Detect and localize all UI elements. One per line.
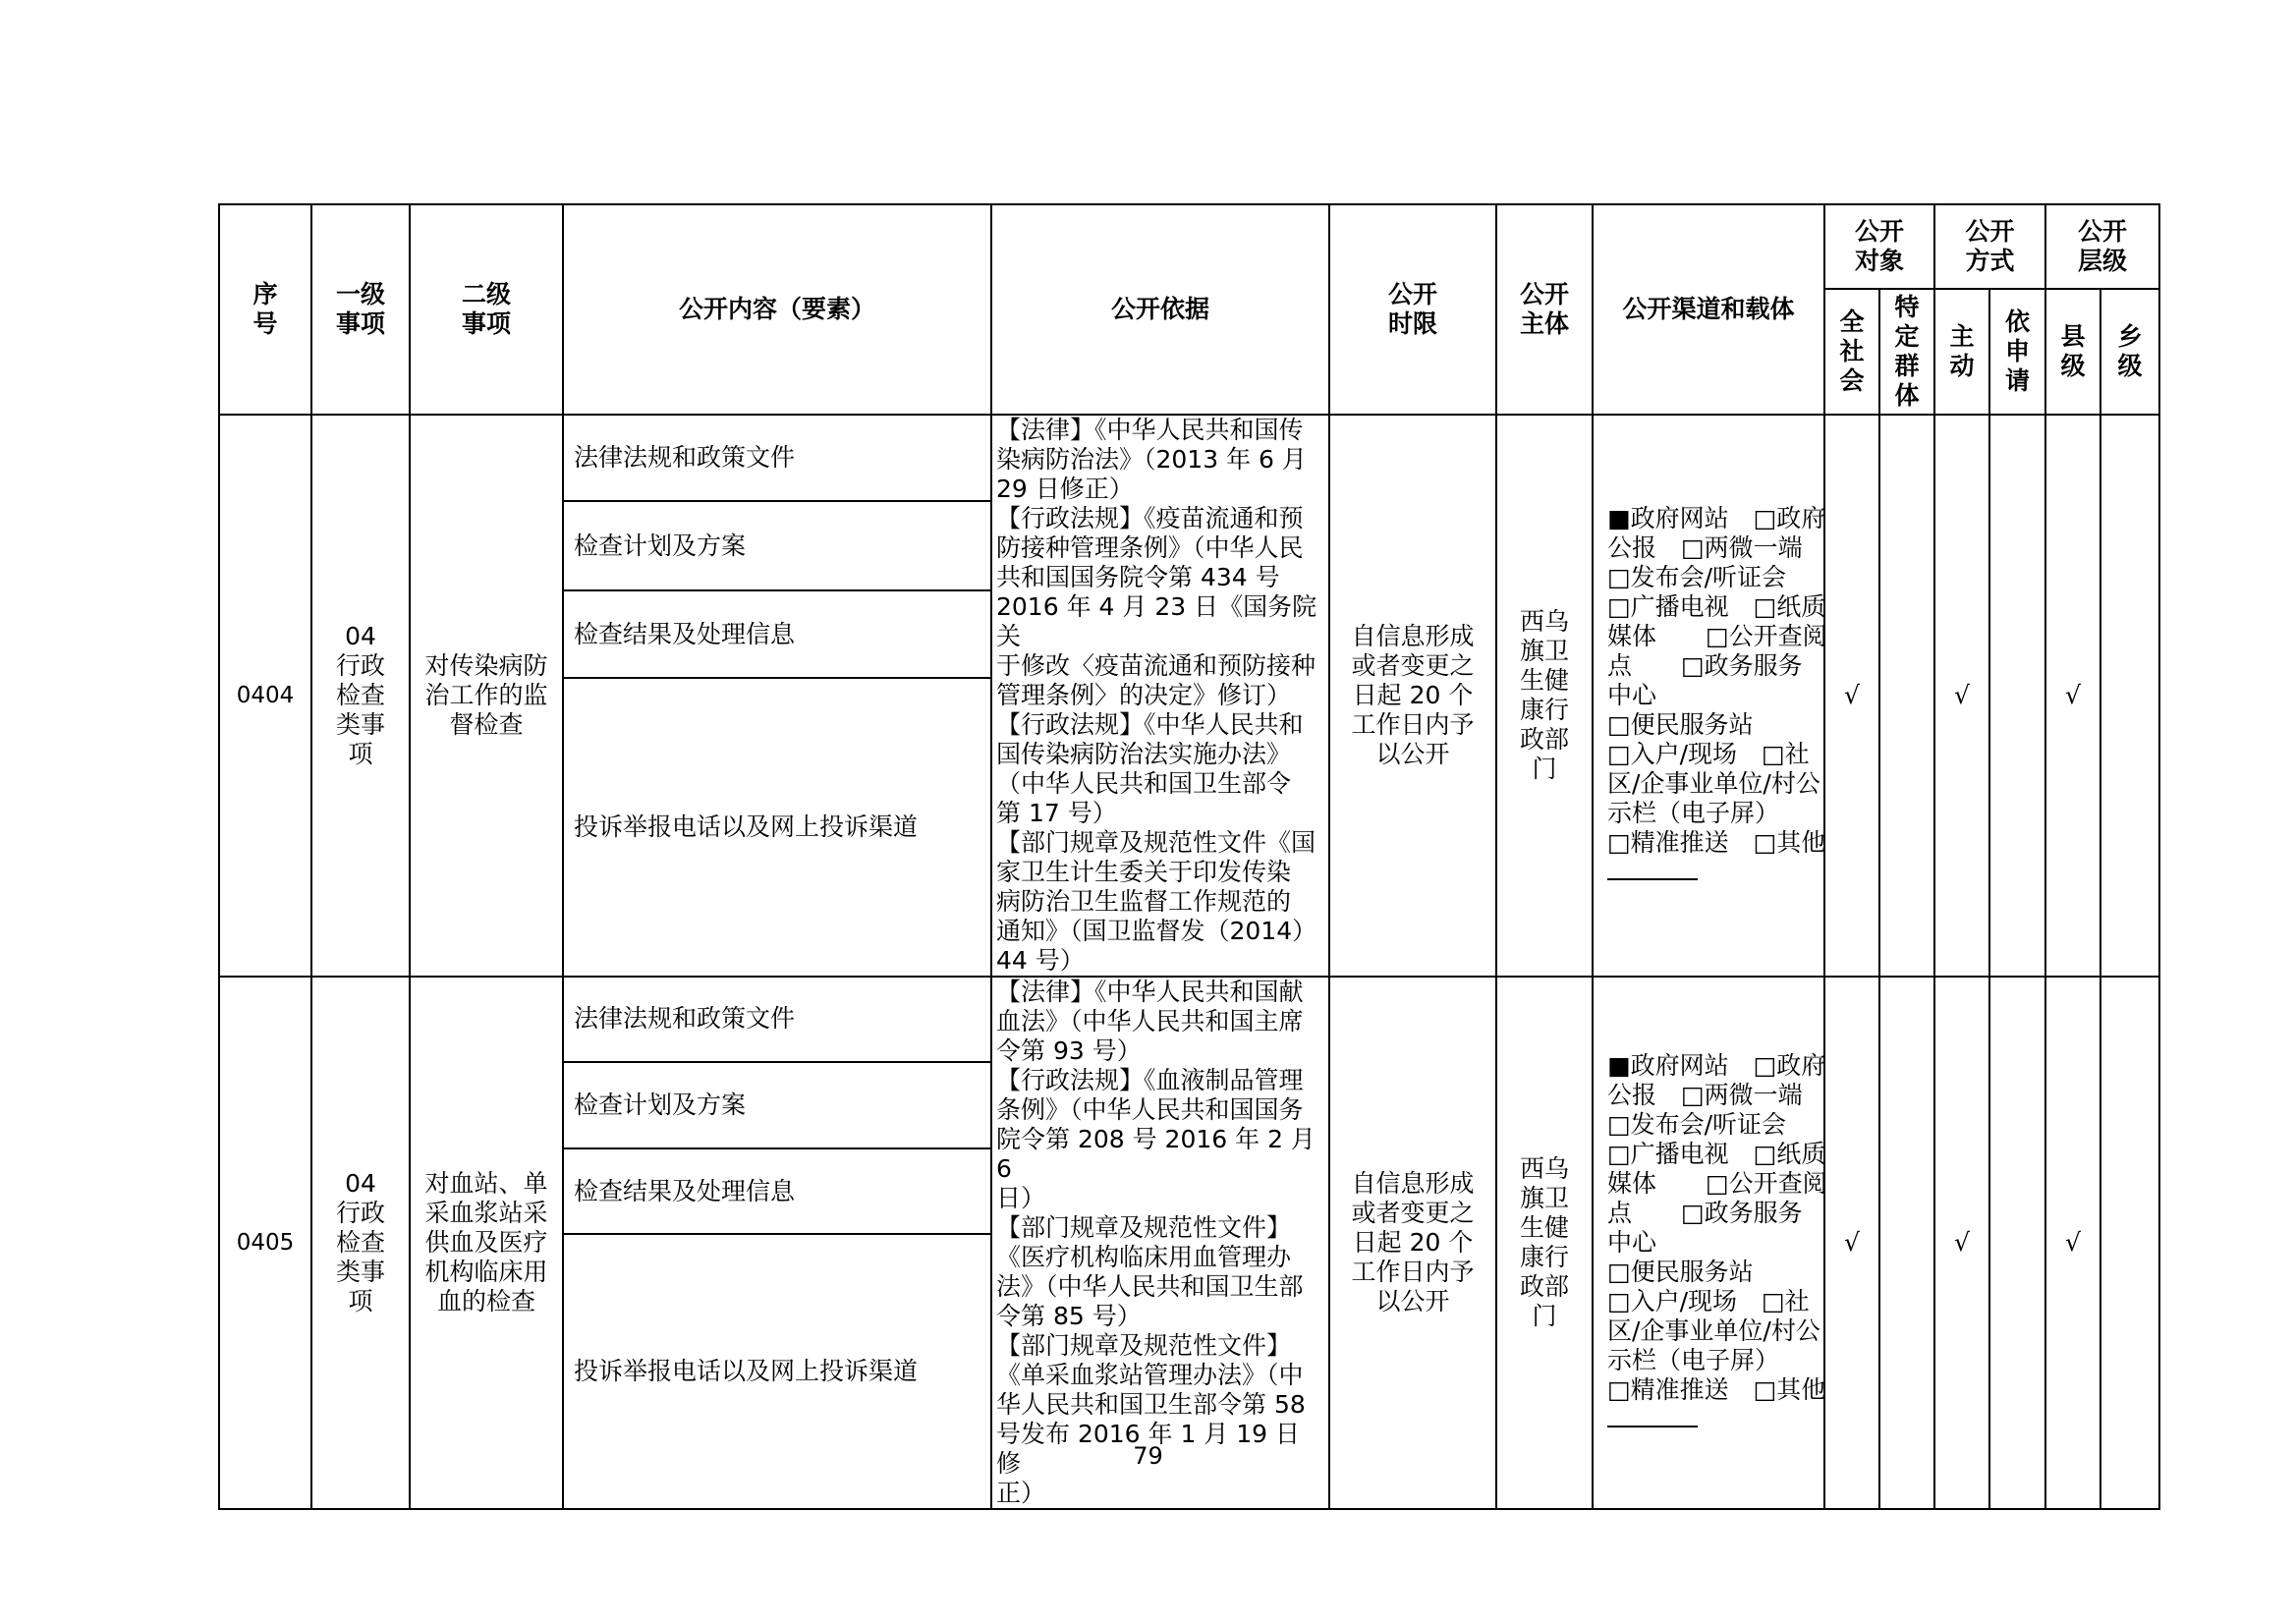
header-level-group: 公开层级 bbox=[2045, 204, 2159, 289]
channel-line: 媒体 □公开查阅 bbox=[1607, 1169, 1827, 1198]
header-audience-all: 全社会 bbox=[1824, 289, 1879, 415]
basis-line: 家卫生计生委关于印发传染 bbox=[996, 858, 1292, 886]
basis-line: 2016 年 4 月 23 日《国务院关 bbox=[996, 592, 1317, 650]
channel-line: 区/企事业单位/村公 bbox=[1607, 1316, 1820, 1345]
basis-line: 【部门规章及规范性文件】 bbox=[996, 1331, 1292, 1360]
channel-line: 中心 bbox=[1607, 681, 1657, 709]
basis-line: 【部门规章及规范性文件《国 bbox=[996, 828, 1316, 857]
row-content-item: 投诉举报电话以及网上投诉渠道 bbox=[563, 1234, 991, 1509]
basis-line: 号发布 2016 年 1 月 19 日修 bbox=[996, 1420, 1301, 1478]
check-level-township bbox=[2100, 415, 2159, 977]
basis-line: 【法律】《中华人民共和国献 bbox=[996, 978, 1304, 1006]
basis-line: 第 17 号） bbox=[996, 799, 1117, 827]
blank-underline bbox=[1607, 1410, 1698, 1427]
header-channel: 公开渠道和载体 bbox=[1593, 204, 1824, 415]
basis-line: 日） bbox=[996, 1184, 1046, 1212]
row-time-limit: 自信息形成或者变更之日起 20 个工作日内予以公开 bbox=[1329, 977, 1496, 1509]
basis-line: 院令第 208 号 2016 年 2 月 6 bbox=[996, 1125, 1316, 1183]
channel-line: 公报 □两微一端 bbox=[1607, 533, 1803, 562]
check-level-township bbox=[2100, 977, 2159, 1509]
basis-line: 《医疗机构临床用血管理办 bbox=[996, 1243, 1292, 1271]
row-basis bbox=[991, 977, 1329, 1509]
header-audience-group: 公开对象 bbox=[1824, 204, 1934, 289]
header-subject: 公开主体 bbox=[1496, 204, 1593, 415]
header-level-county: 县级 bbox=[2045, 289, 2100, 415]
check-method-request bbox=[1989, 977, 2045, 1509]
channel-line: □广播电视 □纸质 bbox=[1607, 1140, 1826, 1168]
check-method-active: √ bbox=[1934, 415, 1989, 977]
channel-line: 公报 □两微一端 bbox=[1607, 1081, 1803, 1109]
channel-line: □精准推送 □其他 bbox=[1607, 1375, 1826, 1404]
channel-line: 区/企事业单位/村公 bbox=[1607, 769, 1820, 798]
header-audience-specific: 特定群体 bbox=[1879, 289, 1934, 415]
row-seq: 0405 bbox=[219, 977, 311, 1509]
blank-underline bbox=[1607, 863, 1698, 880]
basis-line: 管理条例〉的决定》修订） bbox=[996, 681, 1292, 709]
row-content-item: 检查结果及处理信息 bbox=[563, 590, 991, 678]
check-audience-specific bbox=[1879, 415, 1934, 977]
basis-line: 血法》（中华人民共和国主席 bbox=[996, 1007, 1304, 1035]
basis-line: 条例》（中华人民共和国国务 bbox=[996, 1095, 1304, 1124]
page-number: 79 bbox=[1133, 1442, 1163, 1470]
basis-line: 《单采血浆站管理办法》（中 bbox=[996, 1361, 1304, 1389]
channel-line: 中心 bbox=[1607, 1228, 1657, 1257]
basis-line: 正） bbox=[996, 1479, 1046, 1507]
channel-line: □精准推送 □其他 bbox=[1607, 828, 1826, 857]
row-basis bbox=[991, 415, 1329, 977]
header-basis: 公开依据 bbox=[991, 204, 1329, 415]
table-row-group bbox=[219, 415, 2159, 977]
channel-line: 点 □政务服务 bbox=[1607, 651, 1803, 680]
table-row-group bbox=[219, 977, 2159, 1509]
check-method-request bbox=[1989, 415, 2045, 977]
basis-line: 29 日修正） bbox=[996, 475, 1134, 503]
channel-line: 示栏（电子屏） bbox=[1607, 799, 1780, 827]
channel-line: ■政府网站 □政府 bbox=[1607, 504, 1826, 532]
row-level1: 04 行政检查类事项 bbox=[311, 415, 410, 977]
channel-line: □入户/现场 □社 bbox=[1607, 1287, 1810, 1315]
basis-line: 于修改〈疫苗流通和预防接种 bbox=[996, 651, 1316, 680]
row-level1: 04 行政检查类事项 bbox=[311, 977, 410, 1509]
basis-line: 华人民共和国卫生部令第 58 bbox=[996, 1390, 1306, 1419]
check-audience-all: √ bbox=[1824, 415, 1879, 977]
header-level2: 二级事项 bbox=[410, 204, 563, 415]
row-channels bbox=[1593, 415, 1827, 977]
header-method-active: 主动 bbox=[1934, 289, 1989, 415]
basis-line: 【行政法规】《疫苗流通和预 bbox=[996, 504, 1304, 532]
channel-line: □广播电视 □纸质 bbox=[1607, 592, 1826, 621]
header-time-limit: 公开时限 bbox=[1329, 204, 1496, 415]
channel-line: □便民服务站 bbox=[1607, 1258, 1754, 1286]
row-content-item: 检查计划及方案 bbox=[563, 501, 991, 590]
basis-line: 染病防治法》（2013 年 6 月 bbox=[996, 445, 1307, 474]
row-content-item: 法律法规和政策文件 bbox=[563, 415, 991, 501]
row-seq: 0404 bbox=[219, 415, 311, 977]
row-level2: 对传染病防治工作的监督检查 bbox=[410, 415, 563, 977]
channel-line: 示栏（电子屏） bbox=[1607, 1346, 1780, 1374]
basis-line: 【部门规章及规范性文件】 bbox=[996, 1213, 1292, 1242]
channel-line: □发布会/听证会 bbox=[1607, 563, 1787, 591]
channel-line: □入户/现场 □社 bbox=[1607, 740, 1810, 768]
check-method-active: √ bbox=[1934, 977, 1989, 1509]
row-time-limit: 自信息形成或者变更之日起 20 个工作日内予以公开 bbox=[1329, 415, 1496, 977]
basis-line: 【行政法规】《血液制品管理 bbox=[996, 1066, 1304, 1094]
row-content-item: 投诉举报电话以及网上投诉渠道 bbox=[563, 678, 991, 977]
header-level1: 一级事项 bbox=[311, 204, 410, 415]
channel-line: 点 □政务服务 bbox=[1607, 1199, 1803, 1227]
header-seq: 序号 bbox=[219, 204, 311, 415]
disclosure-table bbox=[218, 203, 2160, 1510]
basis-line: 防接种管理条例》（中华人民 bbox=[996, 533, 1304, 562]
header-method-group: 公开方式 bbox=[1934, 204, 2045, 289]
row-content-item: 检查计划及方案 bbox=[563, 1062, 991, 1149]
channel-line: ■政府网站 □政府 bbox=[1607, 1051, 1826, 1080]
basis-line: 病防治卫生监督工作规范的 bbox=[996, 887, 1292, 916]
row-subject: 西乌旗卫生健康行政部门 bbox=[1496, 415, 1593, 977]
check-audience-specific bbox=[1879, 977, 1934, 1509]
check-level-county: √ bbox=[2045, 977, 2100, 1509]
basis-line: 44 号） bbox=[996, 946, 1085, 975]
header-method-request: 依申请 bbox=[1989, 289, 2045, 415]
channel-line: 媒体 □公开查阅 bbox=[1607, 622, 1827, 650]
row-subject: 西乌旗卫生健康行政部门 bbox=[1496, 977, 1593, 1509]
header-content: 公开内容（要素） bbox=[563, 204, 991, 415]
channel-line: □便民服务站 bbox=[1607, 710, 1754, 739]
row-content-item: 法律法规和政策文件 bbox=[563, 977, 991, 1062]
basis-line: 令第 93 号） bbox=[996, 1036, 1142, 1065]
check-level-county: √ bbox=[2045, 415, 2100, 977]
row-channels bbox=[1593, 977, 1827, 1509]
row-content-item: 检查结果及处理信息 bbox=[563, 1148, 991, 1234]
basis-line: 通知》（国卫监督发（2014） bbox=[996, 917, 1317, 945]
check-audience-all: √ bbox=[1824, 977, 1879, 1509]
row-level2: 对血站、单采血浆站采供血及医疗机构临床用血的检查 bbox=[410, 977, 563, 1509]
basis-line: 【法律】《中华人民共和国传 bbox=[996, 416, 1304, 444]
header-level-township: 乡级 bbox=[2100, 289, 2159, 415]
basis-line: 国传染病防治法实施办法》 bbox=[996, 740, 1292, 768]
basis-line: 法》（中华人民共和国卫生部 bbox=[996, 1272, 1304, 1301]
channel-line: □发布会/听证会 bbox=[1607, 1110, 1787, 1139]
basis-line: 令第 85 号） bbox=[996, 1302, 1142, 1330]
basis-line: 共和国国务院令第 434 号 bbox=[996, 563, 1280, 591]
basis-line: 【行政法规】《中华人民共和 bbox=[996, 710, 1304, 739]
basis-line: （中华人民共和国卫生部令 bbox=[996, 769, 1292, 798]
